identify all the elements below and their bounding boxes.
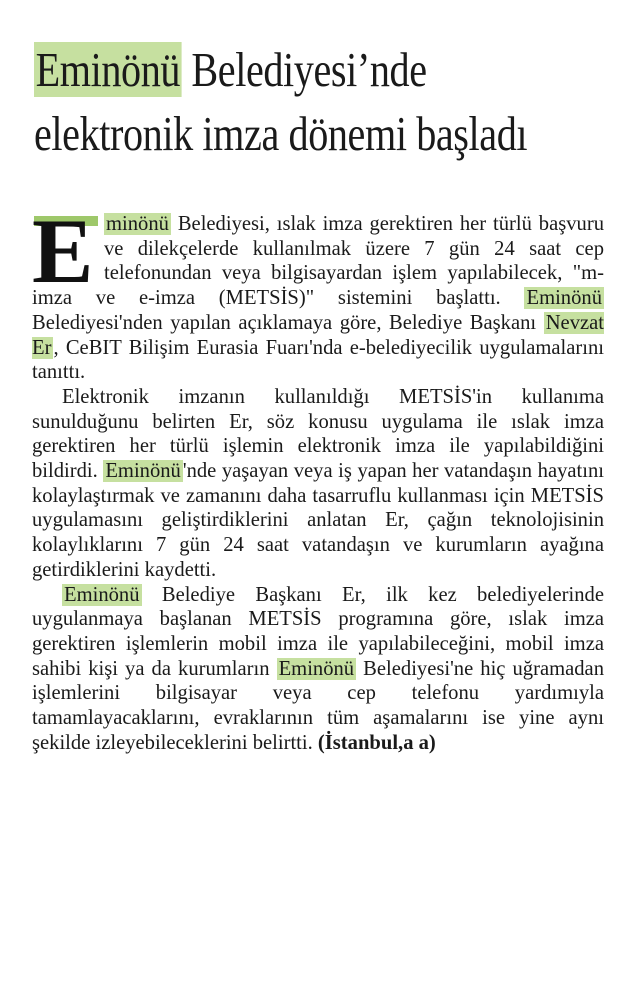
dropcap-letter: E bbox=[32, 200, 94, 302]
highlighted-term: Eminönü bbox=[105, 460, 181, 483]
text-run: , CeBIT Bilişim Eurasia Fuarı'nda e-belediyecilik uygulamalarını tanıttı. bbox=[32, 336, 604, 384]
highlighted-term: Eminönü bbox=[64, 583, 140, 606]
headline-line-1 bbox=[34, 38, 518, 102]
text-run: Belediye Başkanı Er, ilk kez belediyelerinde uygulanmaya başlanan METSİS programına göre, ıslak imza gerektiren işlemlerin mobil imza ile yapılabileceğini, mobil imza sahibi kişi ya da kurumların bbox=[32, 583, 604, 680]
text-run: Elektronik imzanın kullanıldığı METSİS'in kullanıma sunulduğunu belirten Er, söz konusu uygulama ile ıslak imza gerektiren her türlü işlemin elektronik imza ile yapılabildiğini bildirdi. bbox=[32, 385, 604, 483]
text-run: Belediyesi'ne hiç uğramadan işlemlerini bilgisayar veya cep telefonu yardımıyla tamamlayacaklarını, evraklarının tüm aşamalarını ise yine aynı şekilde izleyebileceklerini belirtti. bbox=[32, 657, 604, 754]
dropcap-box bbox=[32, 200, 96, 302]
source-credit: (İstanbul,a a) bbox=[317, 731, 436, 754]
paragraph-2 bbox=[32, 385, 604, 583]
highlighted-term: Eminönü bbox=[526, 287, 602, 310]
text-run: Belediyesi'nden yapılan açıklamaya göre, Belediye Başkanı bbox=[32, 311, 544, 334]
headline-line1-rest: Belediyesi’nde bbox=[181, 42, 427, 97]
highlighted-term: minönü bbox=[106, 213, 169, 235]
highlighted-term: Eminönü bbox=[278, 657, 355, 680]
article-body bbox=[32, 200, 604, 755]
paragraph-3-text bbox=[32, 584, 604, 754]
headline-highlight: Eminönü bbox=[35, 42, 181, 97]
text-run: 'nde yaşayan veya iş yapan her vatandaşın hayatını kolaylaştırmak ve zamanını daha tasarruflu kullanması için METSİS uygulamasını geliştirdiklerini anlatan Er, çağın teknolojisinin kolaylıklarını 7 gün 24 saat vatandaşın ve kurumların ayağına getirdiklerini kaydetti. bbox=[32, 460, 604, 581]
headline-line-2: elektronik imza dönemi başladı bbox=[34, 106, 528, 161]
paragraph-3 bbox=[32, 583, 604, 756]
paragraph-1 bbox=[32, 200, 604, 385]
text-run: Belediyesi, ıslak imza gerektiren her türlü başvuru ve dilekçelerde kullanılmak üzere 7 gün 24 saat cep telefonundan veya bilgisayardan işlem yapılabilecek, "m-imza ve e-imza (METSİS)" sistemini başlattı. bbox=[32, 213, 604, 310]
headline bbox=[34, 38, 528, 166]
highlighted-term: Nevzat Er bbox=[32, 311, 604, 359]
